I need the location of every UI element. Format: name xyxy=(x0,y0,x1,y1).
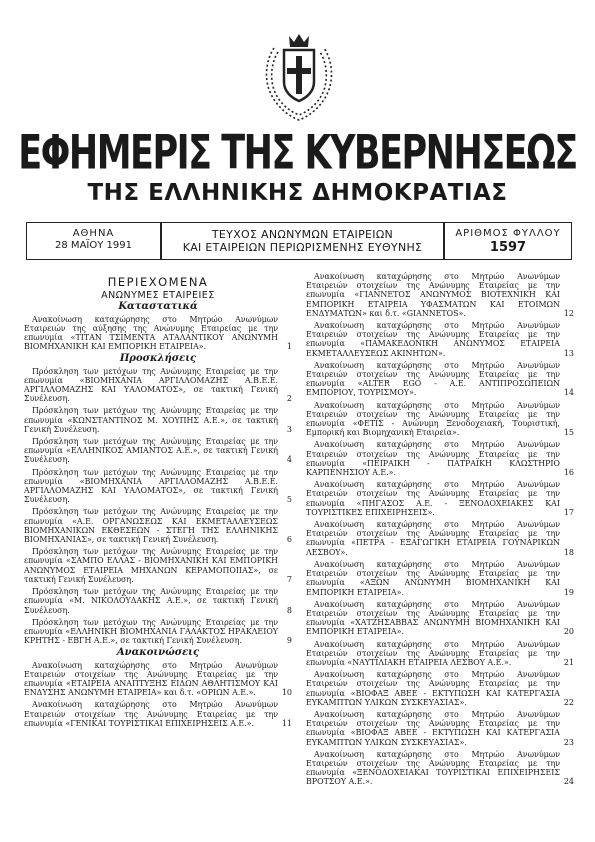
toc-section-title: ΑΝΩΝΥΜΕΣ ΕΤΑΙΡΕΙΕΣ xyxy=(101,290,215,302)
page-number: 11 xyxy=(281,718,292,728)
page-number: 16 xyxy=(563,468,574,478)
toc-entry: Πρόσκληση των μετόχων της Ανώνυμης Εταιρείας με την επωνυμία «ΒΙΟΜΗΧΑΝΙΑ ΑΡΓΙΛΛΟΜΑΖΗΣ Α.Β.Ε.Ε. ΑΡΓΙΛΛΟΜΑΖΗΣ ΚΑΙ ΥΑΛΟΜΑΤΟΣ», σε τακτική Γενική Συνέλευση. 2 xyxy=(24,366,292,404)
toc-entry: Ανακοίνωση καταχώρησης στο Μητρώο Ανωνύμων Εταιρειών στοιχείων της Ανώνυμης Εταιρείας με την επωνυμία «ΒΙΟΦΑΞ ΑΒΕΕ - ΕΚΤΥΠΩΣΗ ΚΑΙ ΚΑΤΕΡΓΑΣΙΑ ΕΥΚΑΜΠΤΩΝ ΥΛΙΚΩΝ ΣΥΣΚΕΥΑΣΙΑΣ». 23 xyxy=(306,709,574,747)
toc-entry: Ανακοίνωση καταχώρησης στο Μητρώο Ανωνύμων Εταιρειών στοιχείων της Ανώνυμης Εταιρείας με την επωνυμία «ΝΑΥΤΙΛΙΑΚΗ ΕΤΑΙΡΕΙΑ ΛΕΣΒΟΥ Α.Ε.». 21 xyxy=(306,639,574,667)
page-number: 21 xyxy=(563,657,574,667)
page-number: 2 xyxy=(286,394,292,404)
toc-entry: Πρόσκληση των μετόχων της Ανώνυμης Εταιρείας με την επωνυμία «Α.Ε. ΟΡΓΑΝΩΣΕΩΣ ΚΑΙ ΕΚΜΕΤΑΛΛΕΥΣΕΩΣ ΒΙΟΜΗΧΑΝΙΚΩΝ ΕΚΘΕΣΕΩΝ - ΣΤΕΓΗ ΤΗΣ ΕΛΛΗΝΙΚΗΣ ΒΙΟΜΗΧΑΝΙΑΣ», σε τακτική Γενική Συνέλευση. 6 xyxy=(24,507,292,545)
toc-entry: Ανακοίνωση καταχώρησης στο Μητρώο Ανωνύμων Εταιρειών στοιχείων της Ανώνυμης Εταιρείας με την επωνυμία «ΠΑΜΑΚΕΔΟΝΙΚΗ ΑΝΩΝΥΜΟΣ ΕΤΑΙΡΕΙΑ ΕΚΜΕΤΑΛΛΕΥΣΕΩΣ ΑΚΙΝΗΤΩΝ». 13 xyxy=(306,321,574,358)
issue-date: 28 ΜΑΪΟΥ 1991 xyxy=(55,240,132,251)
page-number: 19 xyxy=(563,587,574,597)
page-number: 24 xyxy=(563,777,574,787)
announcements-heading: Ανακοινώσεις xyxy=(116,647,200,659)
toc-right-column xyxy=(306,272,574,790)
issue-place-date-box xyxy=(26,222,161,260)
page-number: 15 xyxy=(563,428,574,438)
toc-entry: Ανακοίνωση καταχώρησης στο Μητρώο Ανωνύμων Εταιρειών στοιχείων της Ανώνυμης Εταιρείας με την επωνυμία «ΧΑΤΖΗΣΑΒΒΑΣ ΑΝΩΝΥΜΗ ΒΙΟΜΗΧΑΝΙΚΗ ΚΑΙ ΕΜΠΟΡΙΚΗ ΕΤΑΙΡΕΙΑ». 20 xyxy=(306,599,574,637)
page-number: 5 xyxy=(286,495,292,505)
toc-entry: Πρόσκληση των μετόχων της Ανώνυμης Εταιρείας με την επωνυμία «ΒΙΟΜΗΧΑΝΙΑ ΑΡΓΙΛΛΟΜΑΖΗΣ Α.Β.Ε.Ε. ΑΡΓΙΛΛΟΜΑΖΗΣ ΚΑΙ ΥΑΛΟΜΑΤΟΣ», σε τακτική Γενική Συνέλευση. 5 xyxy=(24,467,292,505)
issue-series-line2: ΚΑΙ ΕΤΑΙΡΕΙΩΝ ΠΕΡΙΩΡΙΣΜΕΝΗΣ ΕΥΘΥΝΗΣ xyxy=(182,241,423,254)
toc-entry: Ανακοίνωση καταχώρησης στο Μητρώο Ανωνύμων Εταιρειών στοιχείων της Ανώνυμης Εταιρείας με την επωνυμία «ALTER EGO - Α.Ε. ΑΝΤΙΠΡΟΣΩΠΕΙΩΝ ΕΜΠΟΡΙΟΥ, ΤΟΥΡΙΣΜΟΥ». 14 xyxy=(306,360,574,398)
page-number: 23 xyxy=(563,737,574,747)
page-number: 6 xyxy=(286,535,292,545)
page-number: 1 xyxy=(286,342,292,352)
toc-entry: Ανακοίνωση καταχώρησης στο Μητρώο Ανωνύμων Εταιρειών στοιχείων της Ανώνυμης Εταιρείας με την επωνυμία «ΦΕΤΙΣ - Ανώνυμη Ξενοδοχειακή, Τουριστική, Εμπορική και Βιομηχανική Εταιρεία». 15 xyxy=(306,400,574,438)
invitations-heading: Προσκλήσεις xyxy=(119,353,197,365)
toc-entry: Πρόσκληση των μετόχων της Ανώνυμης Εταιρείας με την επωνυμία «ΕΛΛΗΝΙΚΗ ΒΙΟΜΗΧΑΝΙΑ ΓΑΛΑΚΤΟΣ ΗΡΑΚΛΕΙΟΥ ΚΡΗΤΗΣ - ΕΒΓΗ Α.Ε.», σε τακτική Γενική Συνέλευση. 9 xyxy=(24,617,292,646)
toc-entry: Ανακοίνωση καταχώρησης στο Μητρώο Ανωνύμων Εταιρειών στοιχείων της Ανώνυμης Εταιρείας με την επωνυμία «ΓΙΑΝΝΕΤΟΣ ΑΝΩΝΥΜΟΣ ΒΙΟΤΕΧΝΙΚΗ ΚΑΙ ΕΜΠΟΡΙΚΗ ΕΤΑΙΡΕΙΑ ΥΦΑΣΜΑΤΩΝ ΚΑΙ ΕΤΟΙΜΩΝ ΕΝΔΥΜΑΤΩΝ» και δ.τ. «GIANNETOS». 12 xyxy=(306,272,574,318)
page-number: 10 xyxy=(281,688,292,698)
page-number: 13 xyxy=(563,348,574,358)
toc-entry: Ανακοίνωση καταχώρησης στο Μητρώο Ανωνύμων Εταιρειών στοιχείων της Ανώνυμης Εταιρείας με την επωνυμία «ΠΗΓΑΣΟΣ Α.Ε. - ΞΕΝΟΔΟΧΕΙΑΚΕΣ ΚΑΙ ΤΟΥΡΙΣΤΙΚΕΣ ΕΠΙΧΕΙΡΗΣΕΙΣ». 17 xyxy=(306,480,574,517)
toc-entry: Ανακοίνωση καταχώρησης στο Μητρώο Ανωνύμων Εταιρειών στοιχείων της Ανώνυμης Εταιρείας με την επωνυμία «ΠΕΙΡΑΙΚΗ - ΠΑΤΡΑΪΚΗ ΚΛΩΣΤΗΡΙΟ ΚΑΡΠΕΝΗΣΙΟΥ Α.Ε.». 16 xyxy=(306,440,574,478)
page-number: 22 xyxy=(563,697,574,707)
toc-entry: Ανακοίνωση καταχώρησης στο Μητρώο Ανωνύμων Εταιρειών στοιχείων της Ανώνυμης Εταιρείας με την επωνυμία «ΕΤΑΙΡΕΙΑ ΑΝΑΠΤΥΞΗΣ ΕΙΔΩΝ ΑΘΛΗΤΙΣΜΟΥ ΚΑΙ ΕΝΔΥΣΗΣ ΑΝΩΝΥΜΗ ΕΤΑΙΡΕΙΑ» και δ.τ. «ΟΡΙΩΝ Α.Ε.». 10 xyxy=(24,660,292,698)
page-number: 17 xyxy=(563,507,574,517)
page-number: 20 xyxy=(563,627,574,637)
page-number: 4 xyxy=(286,455,292,465)
page-number: 14 xyxy=(563,388,574,398)
toc-entry: Ανακοίνωση καταχώρησης στο Μητρώο Ανωνύμων Εταιρειών της αύξησης της Ανώνυμης Εταιρείας με την επωνυμία «ΤΙΤΑΝ ΤΣΙΜΕΝΤΑ ΑΤΑΛΑΝΤΙΚΟΥ ΑΝΩΝΥΜΗ ΒΙΟΜΗΧΑΝΙΚΗ ΚΑΙ ΕΜΠΟΡΙΚΗ ΕΤΑΙΡΕΙΑ». 1 xyxy=(24,314,292,352)
sheet-number-box xyxy=(444,222,572,260)
toc-entry: Πρόσκληση των μετόχων της Ανώνυμης Εταιρείας με την επωνυμία «Μ. ΝΙΚΟΛΟΥΔΑΚΗΣ Α.Ε.», σε τακτική Γενική Συνέλευση. 8 xyxy=(24,587,292,615)
toc-entry: Πρόσκληση των μετόχων της Ανώνυμης Εταιρείας με την επωνυμία «ΣΑΜΠΟ ΕΛΛΑΣ - ΒΙΟΜΗΧΑΝΙΚΗ ΚΑΙ ΕΜΠΟΡΙΚΗ ΑΝΩΝΥΜΟΣ ΕΤΑΙΡΕΙΑ ΜΗΧΑΝΩΝ ΚΕΡΑΜΟΠΟΙΙΑΣ», σε τακτική Γενική Συνέλευση. 7 xyxy=(24,547,292,584)
issue-series-box xyxy=(161,222,444,260)
page-number: 9 xyxy=(286,636,292,646)
page-number: 3 xyxy=(286,424,292,434)
toc-entry: Ανακοίνωση καταχώρησης στο Μητρώο Ανωνύμων Εταιρειών στοιχείων της Ανώνυμης Εταιρείας με την επωνυμία «ΒΙΟΦΑΞ ΑΒΕΕ - ΕΚΤΥΠΩΣΗ ΚΑΙ ΚΑΤΕΡΓΑΣΙΑ ΕΥΚΑΜΠΤΩΝ ΥΛΙΚΩΝ ΣΥΣΚΕΥΑΣΙΑΣ». 22 xyxy=(306,670,574,707)
page-number: 8 xyxy=(286,605,292,615)
toc-entry: Ανακοίνωση καταχώρησης στο Μητρώο Ανωνύμων Εταιρειών στοιχείων της Ανώνυμης Εταιρείας με την επωνυμία «ΠΕΤΡΑ - ΕΞΑΓΩΓΙΚΗ ΕΤΑΙΡΕΙΑ ΓΟΥΝΑΡΙΚΩΝ ΛΕΣΒΟΥ». 18 xyxy=(306,520,574,557)
coat-of-arms-emblem xyxy=(258,30,340,124)
page-number: 18 xyxy=(563,547,574,557)
toc-entry: Ανακοίνωση καταχώρησης στο Μητρώο Ανωνύμων Εταιρειών στοιχείων της Ανώνυμης Εταιρείας με την επωνυμία «ΓΕΝΙΚΑΙ ΤΟΥΡΙΣΤΙΚΑΙ ΕΠΙΧΕΙΡΗΣΕΙΣ Α.Ε.». 11 xyxy=(24,700,292,728)
issue-city: ΑΘΗΝΑ xyxy=(72,228,115,239)
statutes-heading: Καταστατικά xyxy=(118,301,198,313)
toc-entry: Ανακοίνωση καταχώρησης στο Μητρώο Ανωνύμων Εταιρειών στοιχείων της Ανώνυμης Εταιρείας με την επωνυμία «ΞΕΝΟΔΟΧΕΙΑΚΑΙ ΤΟΥΡΙΣΤΙΚΑΙ ΕΠΙΧΕΙΡΗΣΕΙΣ ΒΡΟΤΣΟΥ Α.Ε.». 24 xyxy=(306,749,574,787)
gazette-subtitle: ΤΗΣ ΕΛΛΗΝΙΚΗΣ ΔΗΜΟΚΡΑΤΙΑΣ xyxy=(87,180,508,206)
page-number: 7 xyxy=(286,574,292,584)
sheet-number: 1597 xyxy=(489,240,527,255)
issue-series-line1: ΤΕΥΧΟΣ ΑΝΩΝΥΜΩΝ ΕΤΑΙΡΕΙΩΝ xyxy=(211,228,394,241)
toc-title: ΠΕΡΙΕΧΟΜΕΝΑ xyxy=(107,275,209,289)
page-number: 12 xyxy=(563,308,574,318)
toc-entry: Πρόσκληση των μετόχων της Ανώνυμης Εταιρείας με την επωνυμία «ΕΛΛΗΝΙΚΟΣ ΑΜΙΑΝΤΟΣ Α.Ε.», σε τακτική Γενική Συνέλευση. 4 xyxy=(24,437,292,465)
toc-left-column xyxy=(24,275,292,731)
gazette-title: ΕΦΗΜΕΡΙΣ ΤΗΣ ΚΥΒΕΡΝΗΣΕΩΣ xyxy=(18,126,577,181)
sheet-number-label: ΑΡΙΘΜΟΣ ΦΥΛΛΟΥ xyxy=(455,228,561,239)
toc-entry: Ανακοίνωση καταχώρησης στο Μητρώο Ανωνύμων Εταιρειών στοιχείων της Ανώνυμης Εταιρείας με την επωνυμία «ΑΞΩΝ ΑΝΩΝΥΜΗ ΒΙΟΜΗΧΑΝΙΚΗ ΚΑΙ ΕΜΠΟΡΙΚΗ ΕΤΑΙΡΕΙΑ». 19 xyxy=(306,559,574,597)
toc-entry: Πρόσκληση των μετόχων της Ανώνυμης Εταιρείας με την επωνυμία «ΚΩΝΣΤΑΝΤΙΝΟΣ Μ. ΧΟΥΠΗΣ Α.Ε.», σε τακτική Γενική Συνέλευση. 3 xyxy=(24,406,292,434)
